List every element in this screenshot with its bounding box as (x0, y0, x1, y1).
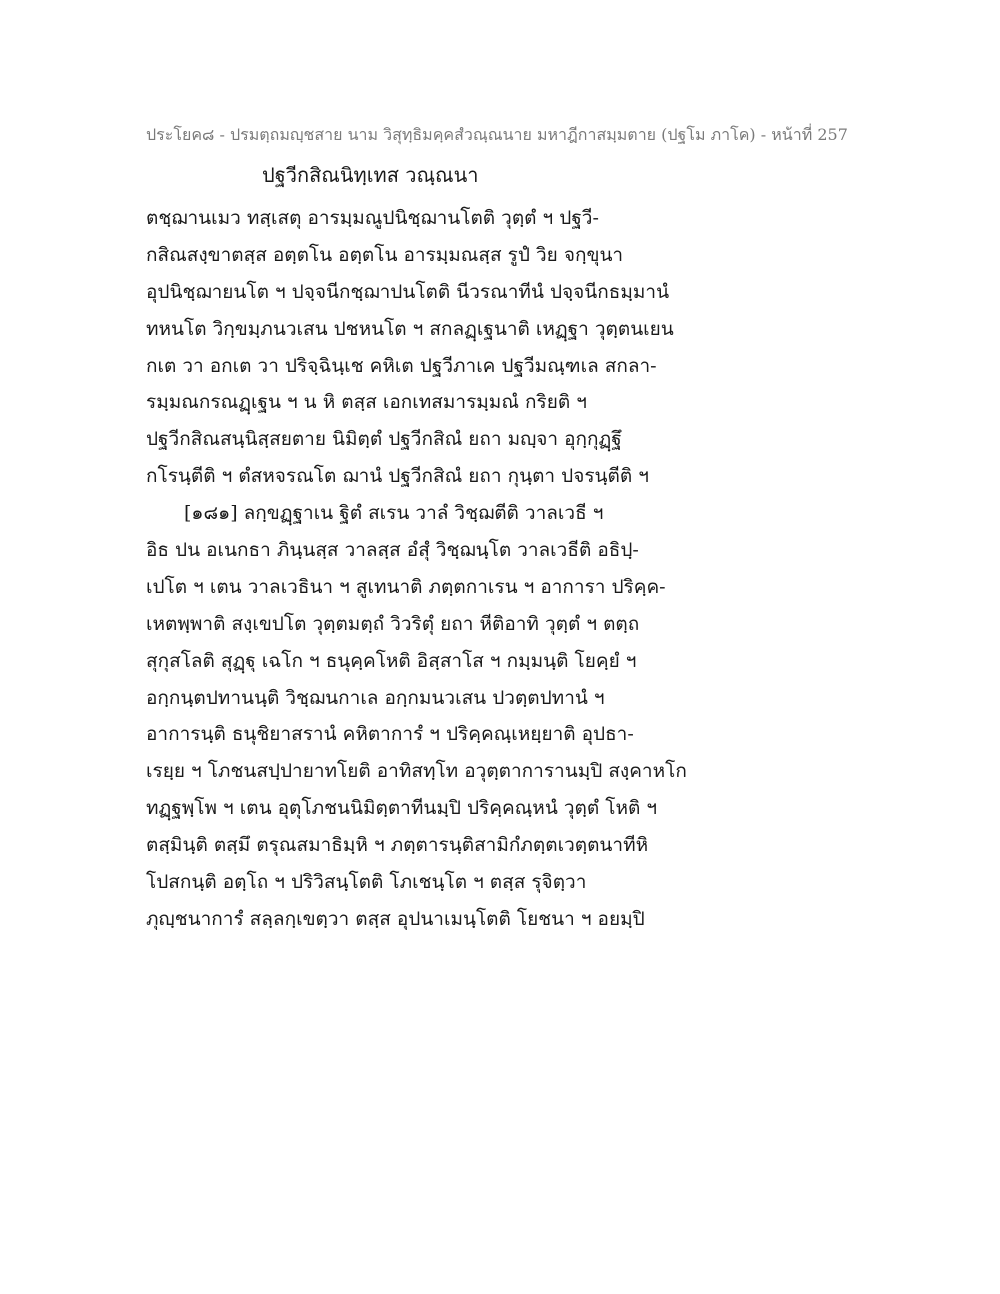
paragraph-start-line: [๑๘๑] ลกฺขฏฺฐาเน ฐิตํ สเรน วาลํ วิชฺฌตีติ วาลเวธี ฯ (184, 502, 604, 525)
text-line: กสิณสงฺขาตสฺส อตฺตโน อตฺตโน อารมฺมณสฺส รูปํ วิย จกฺขุนา (146, 243, 624, 266)
text-line: อกฺกนฺตปทานนฺติ วิชฺฌนกาเล อกฺกมนวเสน ปวตฺตปทานํ ฯ (146, 686, 605, 709)
text-line: โปสกนฺติ อตฺโถ ฯ ปริวิสนฺโตติ โภเชนฺโต ฯ ตสฺส รุจิตฺวา (146, 871, 587, 894)
text-line: อาการนฺติ ธนุชิยาสรานํ คหิตาการํ ฯ ปริคฺคณฺเหยฺยาติ อุปธา- (146, 723, 634, 746)
body-text (146, 200, 846, 938)
text-line: ภุญฺชนาการํ สลฺลกฺเขตฺวา ตสฺส อุปนาเมนฺโตติ โยชนา ฯ อยมฺปิ (146, 907, 645, 930)
text-line: สุกุสโลติ สุฏฺฐุ เฉโก ฯ ธนุคฺคโหติ อิสฺสาโส ฯ กมฺมนฺติ โยคฺยํ ฯ (146, 649, 637, 672)
text-line: ทฏฺฐพฺโพ ฯ เตน อุตุโภชนนิมิตฺตาทีนมฺปิ ปริคฺคณฺหนํ วุตฺตํ โหติ ฯ (146, 797, 658, 820)
running-header: ประโยค๘ - ปรมตฺถมญฺชสาย นาม วิสุทฺธิมคฺคสํวณฺณนาย มหาฎีกาสมฺมตาย (ปฐโม ภาโค) - หน้าที่ 257 (146, 125, 848, 144)
text-line: ตชฺฌานเมว ทสฺเสตุ อารมฺมณูปนิชฺฌานโตติ วุตฺตํ ฯ ปฐวี- (146, 207, 599, 229)
text-line: อิธ ปน อเนกธา ภินฺนสฺส วาลสฺส อํสุํ วิชฺฌนฺโต วาลเวธีติ อธิปฺ- (146, 539, 639, 562)
text-line: อุปนิชฺฌายนโต ฯ ปจฺจนีกชฺฌาปนโตติ นีวรณาทีนํ ปจฺจนีกธมฺมานํ (146, 280, 670, 303)
text-line: เปโต ฯ เตน วาลเวธินา ฯ สูเทนาติ ภตฺตกาเรน ฯ อาการา ปริคฺค- (146, 575, 666, 598)
text-line: กเต วา อกเต วา ปริจฺฉินฺเช คหิเต ปฐวีภาเค ปฐวีมณฺฑเล สกลา- (146, 354, 657, 377)
text-line: เหตพฺพาติ สงฺเขปโต วุตฺตมตฺถํ วิวริตุํ ยถา หีติอาทิ วุตฺตํ ฯ ตตฺถ (146, 612, 640, 635)
text-line: เรยฺย ฯ โภชนสปฺปายาทโยติ อาทิสทฺโท อวุตฺตาการานมฺปิ สงฺคาหโก (146, 760, 687, 783)
text-line: ทหนโต วิกฺขมฺภนวเสน ปชหนโต ฯ สกลฏฺเฐนาติ เหฏฺฐา วุตฺตนเยน (146, 317, 674, 340)
section-title: ปฐวีกสิณนิทฺเทส วณฺณนา (262, 163, 479, 187)
text-line: ตสฺมินฺติ ตสฺมึ ตรุณสมาธิมฺหิ ฯ ภตฺตารนฺติสามิกํภตฺตเวตฺตนาทีหิ (146, 834, 649, 857)
text-line: รมฺมณกรณฏฺเฐน ฯ น หิ ตสฺส เอกเทสมารมฺมณํ กริยติ ฯ (146, 391, 587, 414)
text-line: ปฐวีกสิณสนฺนิสฺสยตาย นิมิตฺตํ ปฐวีกสิณํ ยถา มญฺจา อุกฺกุฏฺฐึ (146, 428, 622, 451)
text-line: กโรนฺตีติ ฯ ตํสหจรณโต ฌานํ ปฐวีกสิณํ ยถา กุนฺตา ปจรนฺตีติ ฯ (146, 465, 649, 488)
